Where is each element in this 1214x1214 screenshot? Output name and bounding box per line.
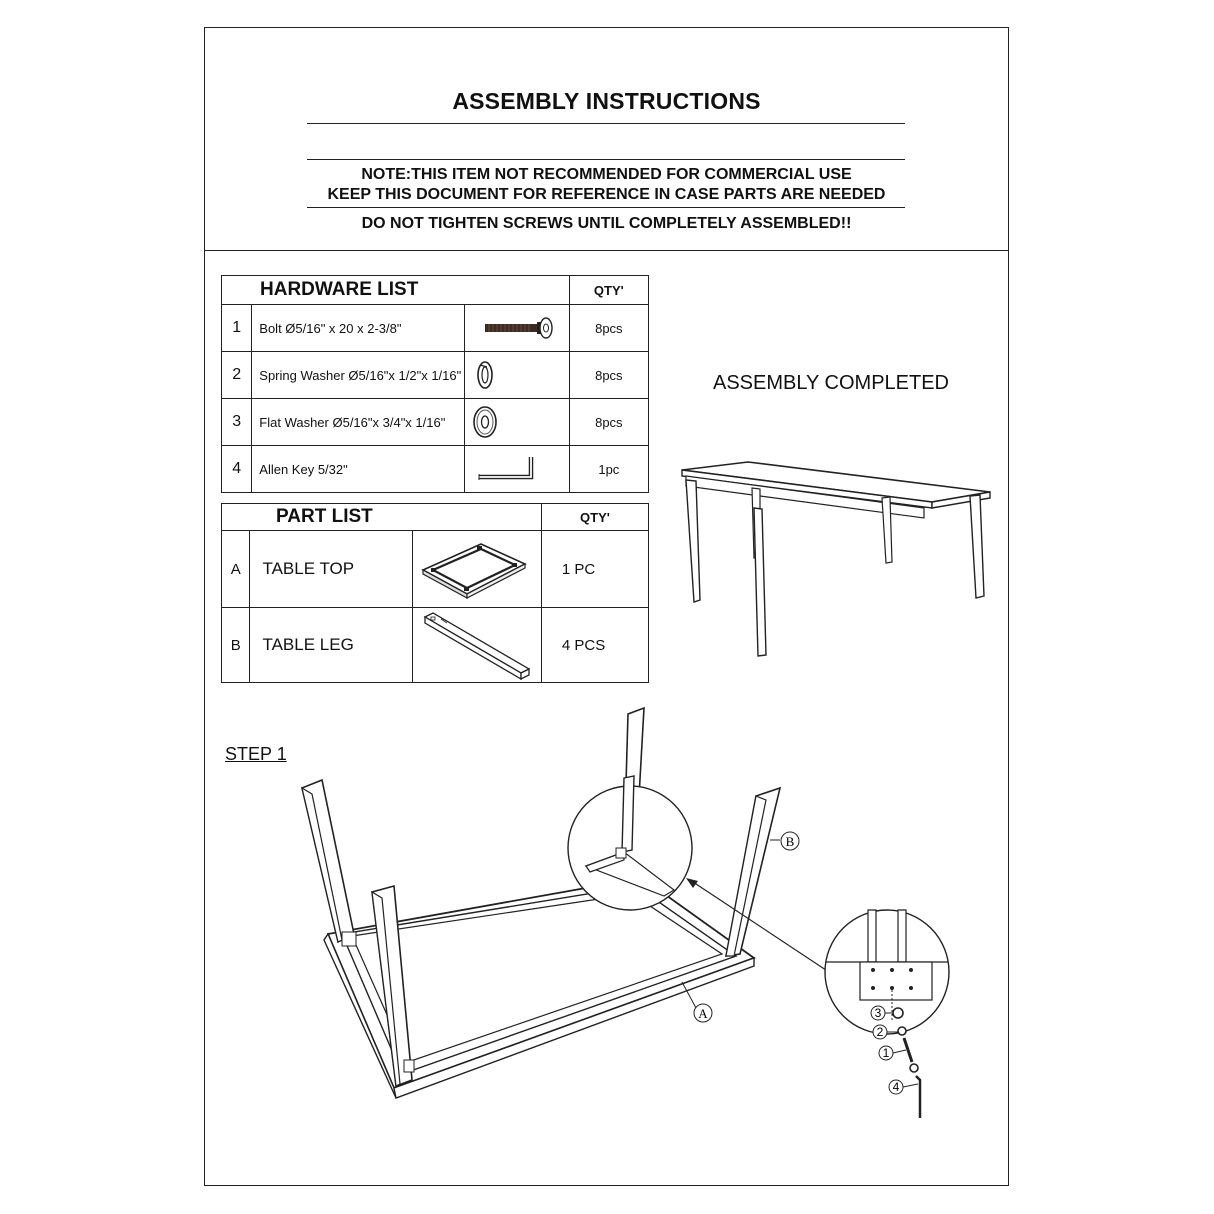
- part-row: [222, 531, 649, 608]
- part-qty: 1 PC: [541, 531, 648, 608]
- note-keep-document: KEEP THIS DOCUMENT FOR REFERENCE IN CASE PARTS ARE NEEDED: [327, 186, 886, 203]
- step-1-label: STEP 1: [225, 744, 287, 764]
- note-top-rule: [307, 159, 905, 160]
- spring-washer-icon: [464, 352, 569, 399]
- flat-washer-icon: [464, 399, 569, 446]
- hardware-desc: Flat Washer Ø5/16"x 3/4"x 1/16": [252, 399, 465, 446]
- hardware-qty: 1pc: [569, 446, 648, 493]
- callout-2-label: 2: [876, 1025, 884, 1039]
- hardware-desc: Allen Key 5/32": [252, 446, 465, 493]
- hardware-num: 1: [222, 305, 252, 352]
- part-list-table: [221, 503, 649, 683]
- part-list-title: PART LIST: [222, 504, 542, 531]
- hardware-num: 2: [222, 352, 252, 399]
- allen-key-icon: [464, 446, 569, 493]
- assembly-completed-label: ASSEMBLY COMPLETED: [713, 372, 949, 394]
- part-row: [222, 608, 649, 683]
- table-top-icon: [413, 531, 541, 608]
- callout-4-label: 4: [892, 1080, 900, 1094]
- step-1-illustration: [290, 700, 950, 1170]
- part-qty: 4 PCS: [541, 608, 648, 683]
- callout-1-label: 1: [882, 1046, 890, 1060]
- hardware-list-title: HARDWARE LIST: [222, 276, 570, 305]
- part-desc: TABLE LEG: [250, 608, 413, 683]
- callout-3-label: 3: [874, 1006, 882, 1020]
- hardware-qty: 8pcs: [569, 352, 648, 399]
- part-letter: A: [222, 531, 250, 608]
- hardware-row: [222, 399, 649, 446]
- title-underline: [307, 123, 905, 124]
- callout-a-label: A: [698, 1006, 708, 1021]
- hardware-qty: 8pcs: [569, 399, 648, 446]
- hardware-row: [222, 305, 649, 352]
- bolt-icon: [464, 305, 569, 352]
- hardware-desc: Bolt Ø5/16" x 20 x 2-3/8": [252, 305, 465, 352]
- callout-b-label: B: [785, 834, 795, 849]
- part-desc: TABLE TOP: [250, 531, 413, 608]
- part-letter: B: [222, 608, 250, 683]
- header-divider: [204, 250, 1009, 251]
- hardware-list-table: [221, 275, 649, 493]
- hardware-num: 3: [222, 399, 252, 446]
- hardware-row: [222, 352, 649, 399]
- page-title: ASSEMBLY INSTRUCTIONS: [452, 88, 761, 114]
- note-do-not-tighten: DO NOT TIGHTEN SCREWS UNTIL COMPLETELY ASSEMBLED!!: [361, 215, 852, 232]
- part-qty-header: QTY': [541, 504, 648, 531]
- table-leg-icon: [413, 608, 541, 683]
- hardware-num: 4: [222, 446, 252, 493]
- hardware-qty: 8pcs: [569, 305, 648, 352]
- note-bottom-rule: [307, 207, 905, 208]
- hardware-row: [222, 446, 649, 493]
- assembled-table-illustration: [670, 450, 1000, 665]
- note-commercial: NOTE:THIS ITEM NOT RECOMMENDED FOR COMMERCIAL USE: [361, 166, 852, 183]
- hardware-qty-header: QTY': [569, 276, 648, 305]
- hardware-desc: Spring Washer Ø5/16"x 1/2"x 1/16": [252, 352, 465, 399]
